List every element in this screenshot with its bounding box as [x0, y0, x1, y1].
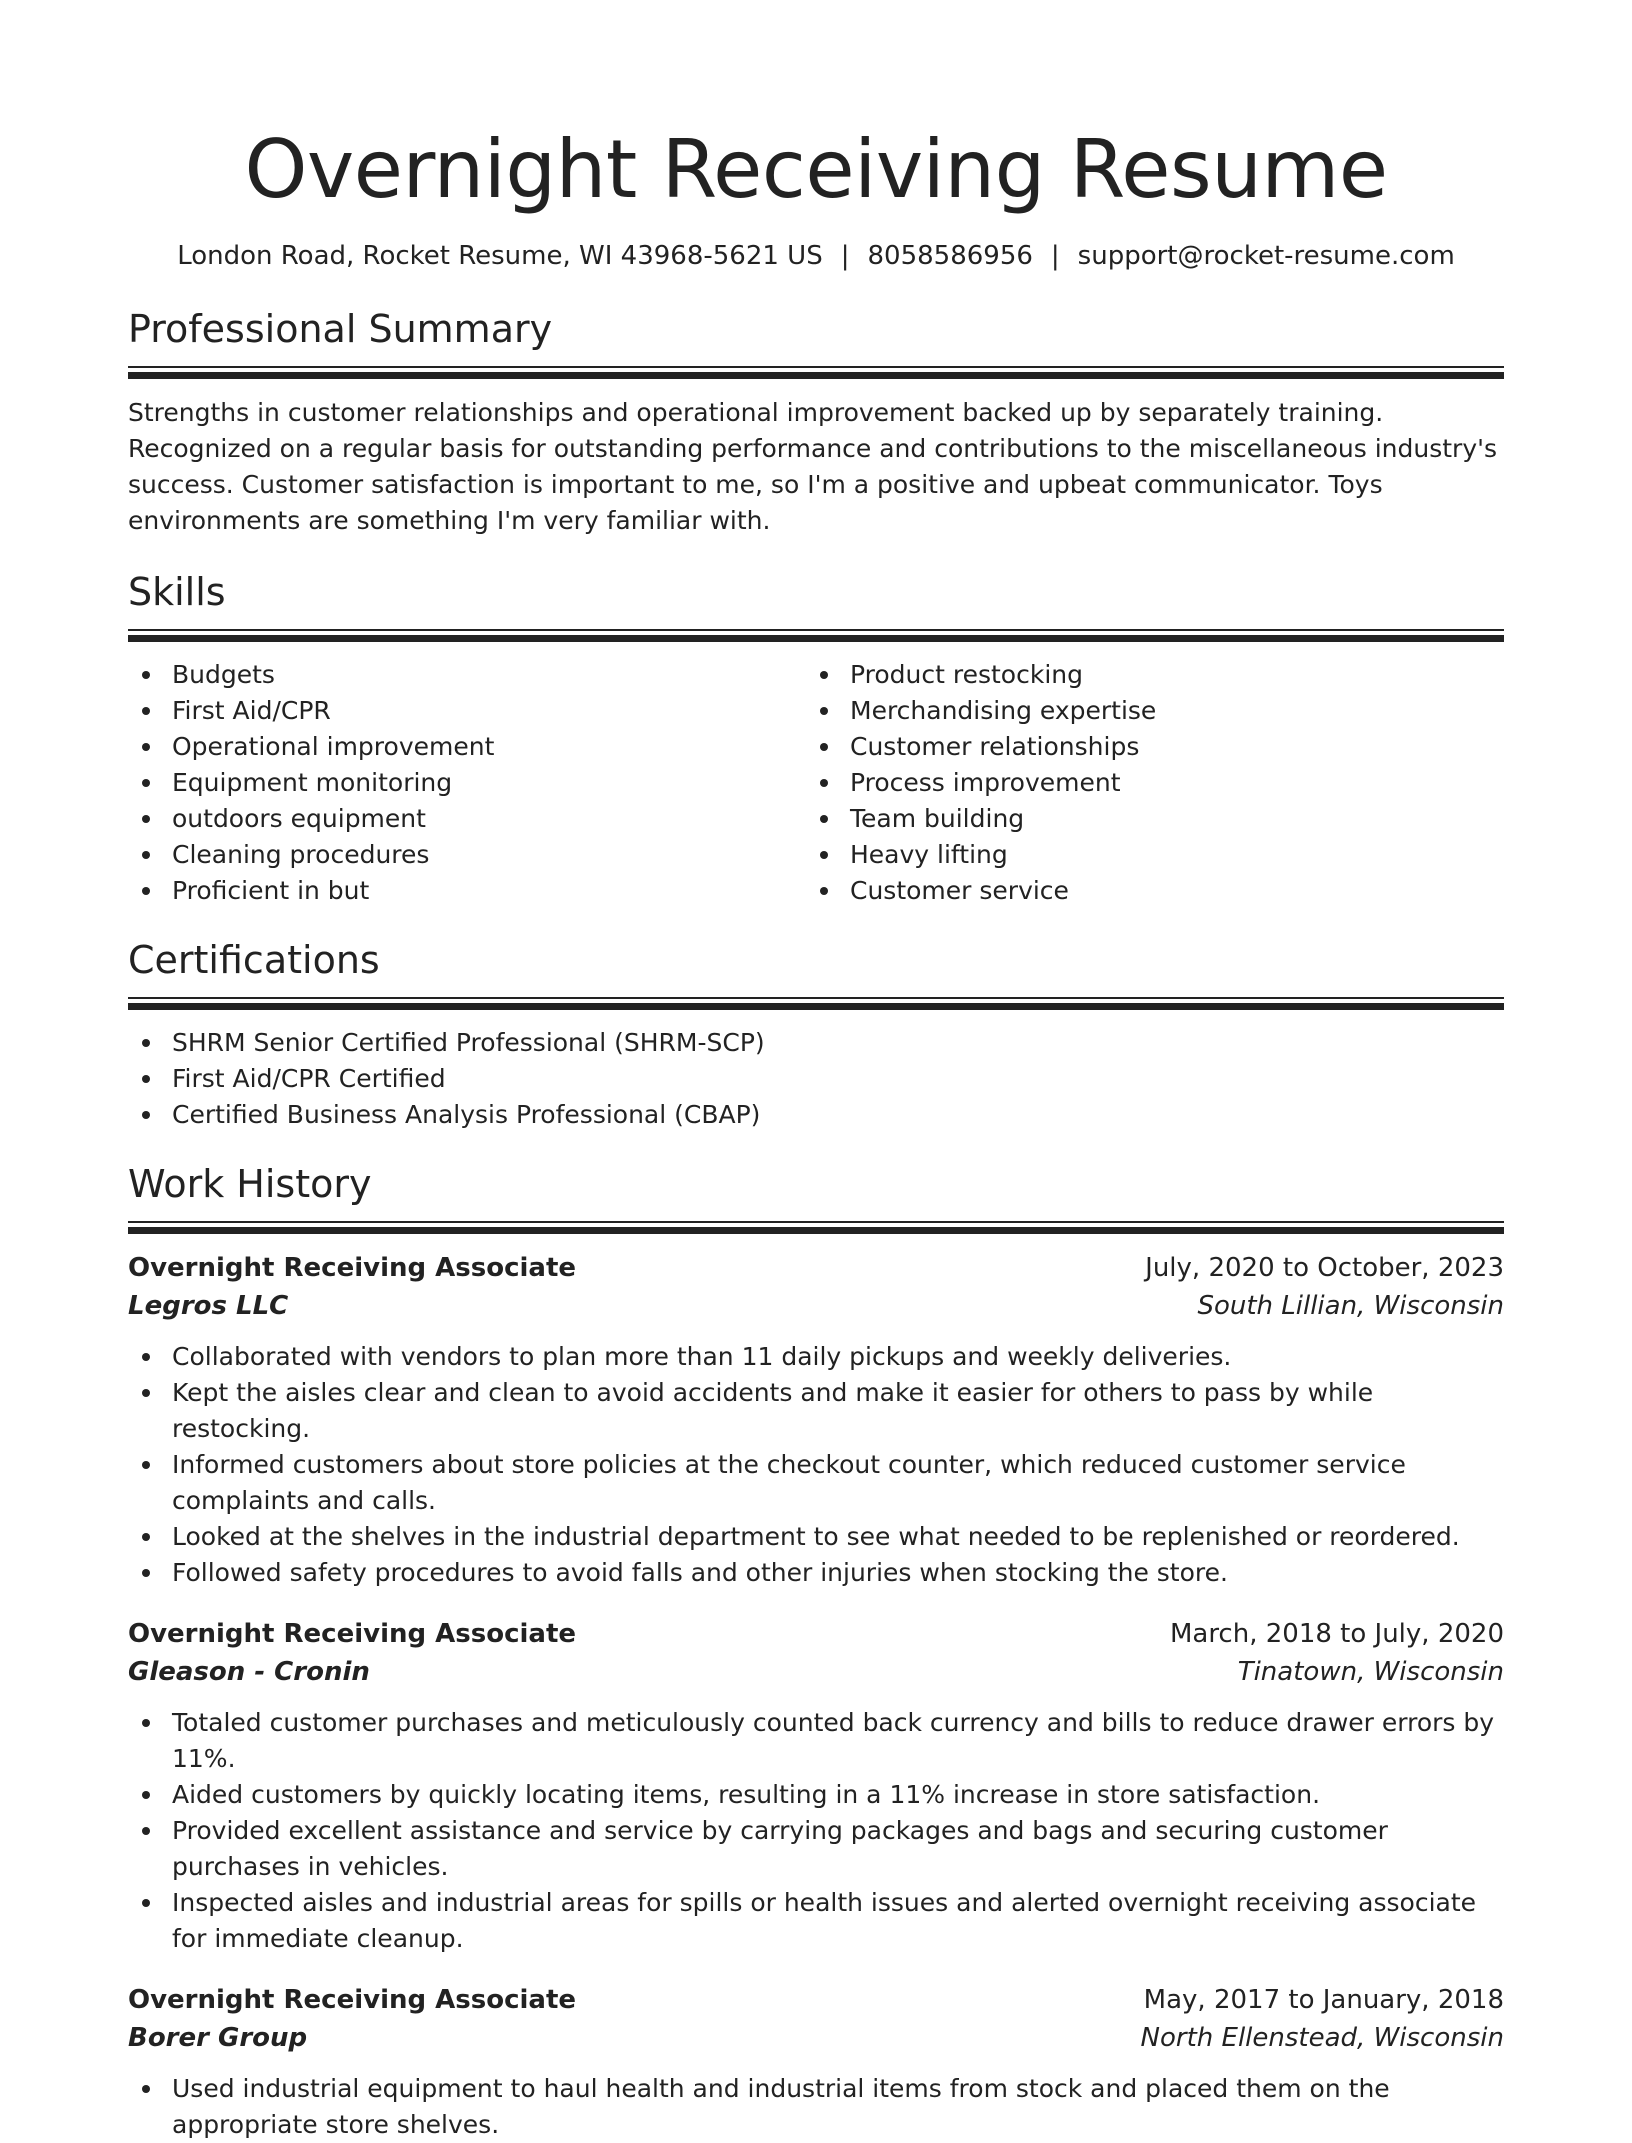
- job-subheader: [128, 2019, 1504, 2057]
- job-title: Overnight Receiving Associate: [128, 1619, 577, 1649]
- job-header: [128, 1249, 1504, 1287]
- job-location: Tinatown, Wisconsin: [1237, 1657, 1504, 1687]
- contact-phone: 8058586956: [867, 241, 1033, 271]
- job-entry: [128, 1981, 1504, 2143]
- contact-line: [128, 238, 1504, 274]
- skill-item: Equipment monitoring: [128, 765, 806, 801]
- job-company: Legros LLC: [128, 1291, 289, 1321]
- certification-item: SHRM Senior Certified Professional (SHRM-SCP): [128, 1025, 1504, 1061]
- section-divider: [128, 1221, 1504, 1235]
- skills-column-right: [806, 657, 1484, 909]
- job-dates: March, 2018 to July, 2020: [1169, 1619, 1504, 1649]
- job-dates: July, 2020 to October, 2023: [1145, 1253, 1504, 1283]
- job-bullet: Followed safety procedures to avoid falls and other injuries when stocking the store.: [128, 1555, 1504, 1591]
- job-bullet: Provided excellent assistance and service by carrying packages and bags and securing customer purchases in vehicles.: [128, 1813, 1504, 1885]
- section-title-skills: Skills: [128, 570, 226, 614]
- section-title-summary: Professional Summary: [128, 307, 553, 351]
- section-title-certifications: Certifications: [128, 938, 380, 982]
- job-dates: May, 2017 to January, 2018: [1143, 1985, 1504, 2015]
- skill-item: Customer service: [806, 873, 1484, 909]
- job-subheader: [128, 1653, 1504, 1691]
- skills-column-left: [128, 657, 806, 909]
- skills-columns: [128, 657, 1504, 909]
- job-bullet: Aided customers by quickly locating items, resulting in a 11% increase in store satisfaction.: [128, 1777, 1504, 1813]
- job-title: Overnight Receiving Associate: [128, 1253, 577, 1283]
- section-title-work-history: Work History: [128, 1162, 372, 1206]
- job-bullet: Used industrial equipment to haul health and industrial items from stock and placed them on the appropriate store shelves.: [128, 2071, 1504, 2143]
- certification-item: Certified Business Analysis Professional (CBAP): [128, 1097, 1504, 1133]
- section-divider: [128, 366, 1504, 380]
- job-bullet: Looked at the shelves in the industrial department to see what needed to be replenished or reordered.: [128, 1519, 1504, 1555]
- skill-item: Process improvement: [806, 765, 1484, 801]
- section-divider: [128, 997, 1504, 1011]
- skill-item: outdoors equipment: [128, 801, 806, 837]
- contact-address: London Road, Rocket Resume, WI 43968-5621 US: [177, 241, 823, 271]
- job-location: South Lillian, Wisconsin: [1197, 1291, 1504, 1321]
- skill-item: Heavy lifting: [806, 837, 1484, 873]
- resume-name: Overnight Receiving Resume: [244, 123, 1388, 216]
- contact-separator: |: [840, 241, 850, 271]
- job-bullet: Totaled customer purchases and meticulously counted back currency and bills to reduce drawer errors by 11%.: [128, 1705, 1504, 1777]
- summary-text: Strengths in customer relationships and operational improvement backed up by separately training. Recognized on a regular basis for outstanding performance and contributions to the miscellaneous industry's success. Customer satisfaction is important to me, so I'm a positive and upbeat communicator. Toys environments are something I'm very familiar with.: [128, 398, 1498, 535]
- skill-item: Team building: [806, 801, 1484, 837]
- job-company: Borer Group: [128, 2023, 308, 2053]
- skill-item: Merchandising expertise: [806, 693, 1484, 729]
- job-header: [128, 1615, 1504, 1653]
- contact-separator: |: [1050, 241, 1060, 271]
- job-bullet: Informed customers about store policies at the checkout counter, which reduced customer service complaints and calls.: [128, 1447, 1504, 1519]
- job-header: [128, 1981, 1504, 2019]
- resume-content: [128, 118, 1504, 2143]
- certification-item: First Aid/CPR Certified: [128, 1061, 1504, 1097]
- job-title: Overnight Receiving Associate: [128, 1985, 577, 2015]
- contact-email: support@rocket-resume.com: [1077, 241, 1455, 271]
- skill-item: Cleaning procedures: [128, 837, 806, 873]
- job-company: Gleason - Cronin: [128, 1657, 370, 1687]
- skills-section: [128, 567, 1504, 909]
- work-history-section: [128, 1159, 1504, 2143]
- job-subheader: [128, 1287, 1504, 1325]
- skill-item: Operational improvement: [128, 729, 806, 765]
- skill-item: Customer relationships: [806, 729, 1484, 765]
- job-bullet: Kept the aisles clear and clean to avoid accidents and make it easier for others to pass by while restocking.: [128, 1375, 1504, 1447]
- skill-item: Budgets: [128, 657, 806, 693]
- job-location: North Ellenstead, Wisconsin: [1140, 2023, 1504, 2053]
- skill-item: Proficient in but: [128, 873, 806, 909]
- skill-item: First Aid/CPR: [128, 693, 806, 729]
- skill-item: Product restocking: [806, 657, 1484, 693]
- job-bullet: Inspected aisles and industrial areas for spills or health issues and alerted overnight receiving associate for immediate cleanup.: [128, 1885, 1504, 1957]
- section-divider: [128, 629, 1504, 643]
- job-entry: [128, 1615, 1504, 1957]
- job-entry: [128, 1249, 1504, 1591]
- certifications-section: [128, 935, 1504, 1133]
- job-bullet: Collaborated with vendors to plan more than 11 daily pickups and weekly deliveries.: [128, 1339, 1504, 1375]
- summary-section: [128, 304, 1504, 539]
